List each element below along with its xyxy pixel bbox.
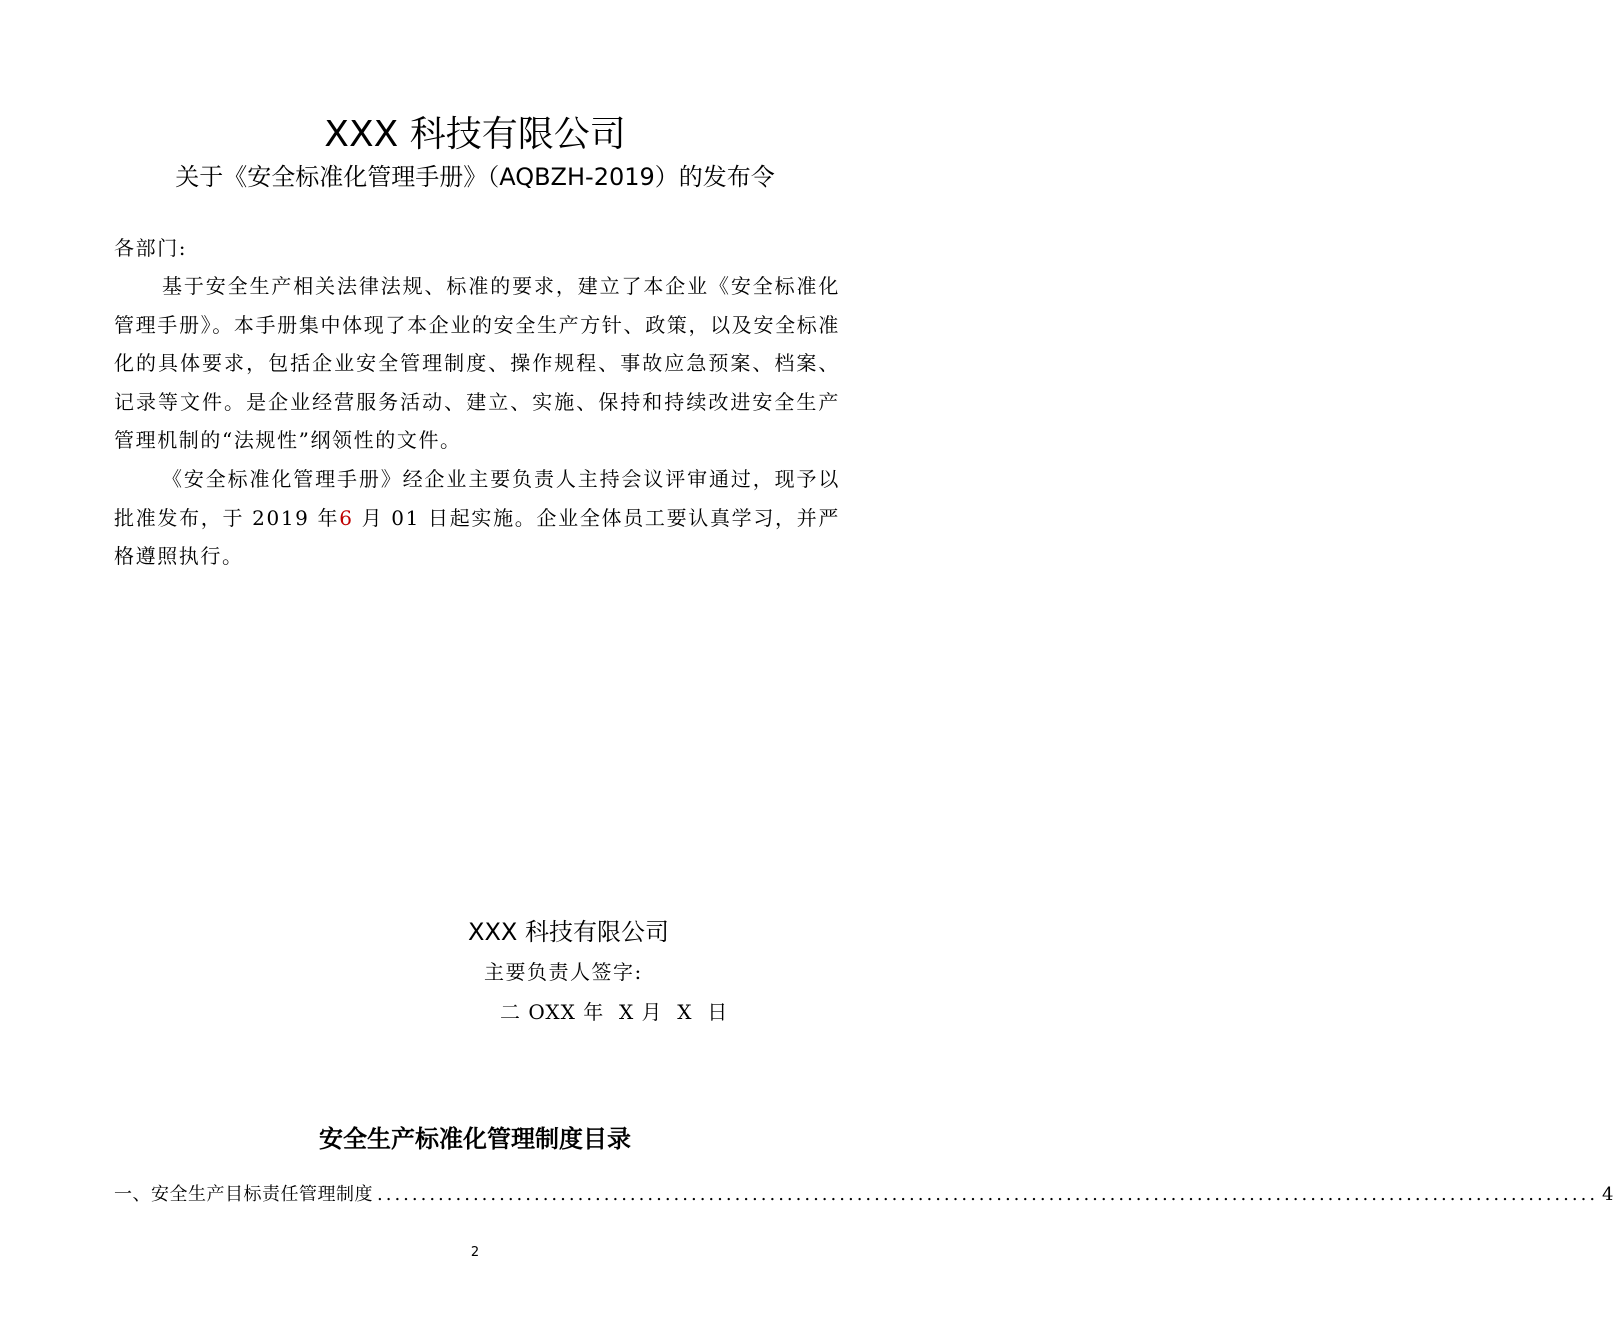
page-number: 2 <box>470 1245 480 1260</box>
paragraph-effective-date-before: 《安全标准化管理手册》经企业主要负责人主持会议评审通过，现予以批准发布，于 2019 年 <box>114 467 840 530</box>
toc-entry-label[interactable]: 一、安全生产目标责任管理制度 <box>114 1184 373 1205</box>
toc-dot-leader: ............................................................................................................................................ <box>377 1184 1599 1205</box>
paragraph-effective-date <box>114 460 840 576</box>
toc-entry[interactable] <box>114 1178 1614 1212</box>
paragraph-effective-date-after: 月 01 日起实施。企业全体员工要认真学习，并严格遵照执行。 <box>114 505 840 568</box>
document-subtitle: 关于《安全标准化管理手册》（AQBZH-2019）的发布令 <box>175 163 775 191</box>
signature-date: 二 OXX 年 X 月 X 日 <box>500 1000 729 1024</box>
signature-company: XXX 科技有限公司 <box>468 918 669 946</box>
salutation: 各部门: <box>114 236 188 260</box>
toc-entry-page[interactable]: 4 <box>1602 1184 1614 1205</box>
paragraph-basis: 基于安全生产相关法律法规、标准的要求，建立了本企业《安全标准化管理手册》。本手册集中体现了本企业的安全生产方针、政策，以及安全标准化的具体要求，包括企业安全管理制度、操作规程、事故应急预案、档案、记录等文件。是企业经营服务活动、建立、实施、保持和持续改进安全生产管理机制的“法规性”纲领性的文件。 <box>114 274 840 452</box>
signature-label: 主要负责人签字: <box>484 960 643 984</box>
company-title: XXX 科技有限公司 <box>324 114 626 155</box>
toc-title: 安全生产标准化管理制度目录 <box>319 1125 631 1153</box>
effective-month-highlight: 6 <box>339 505 354 530</box>
